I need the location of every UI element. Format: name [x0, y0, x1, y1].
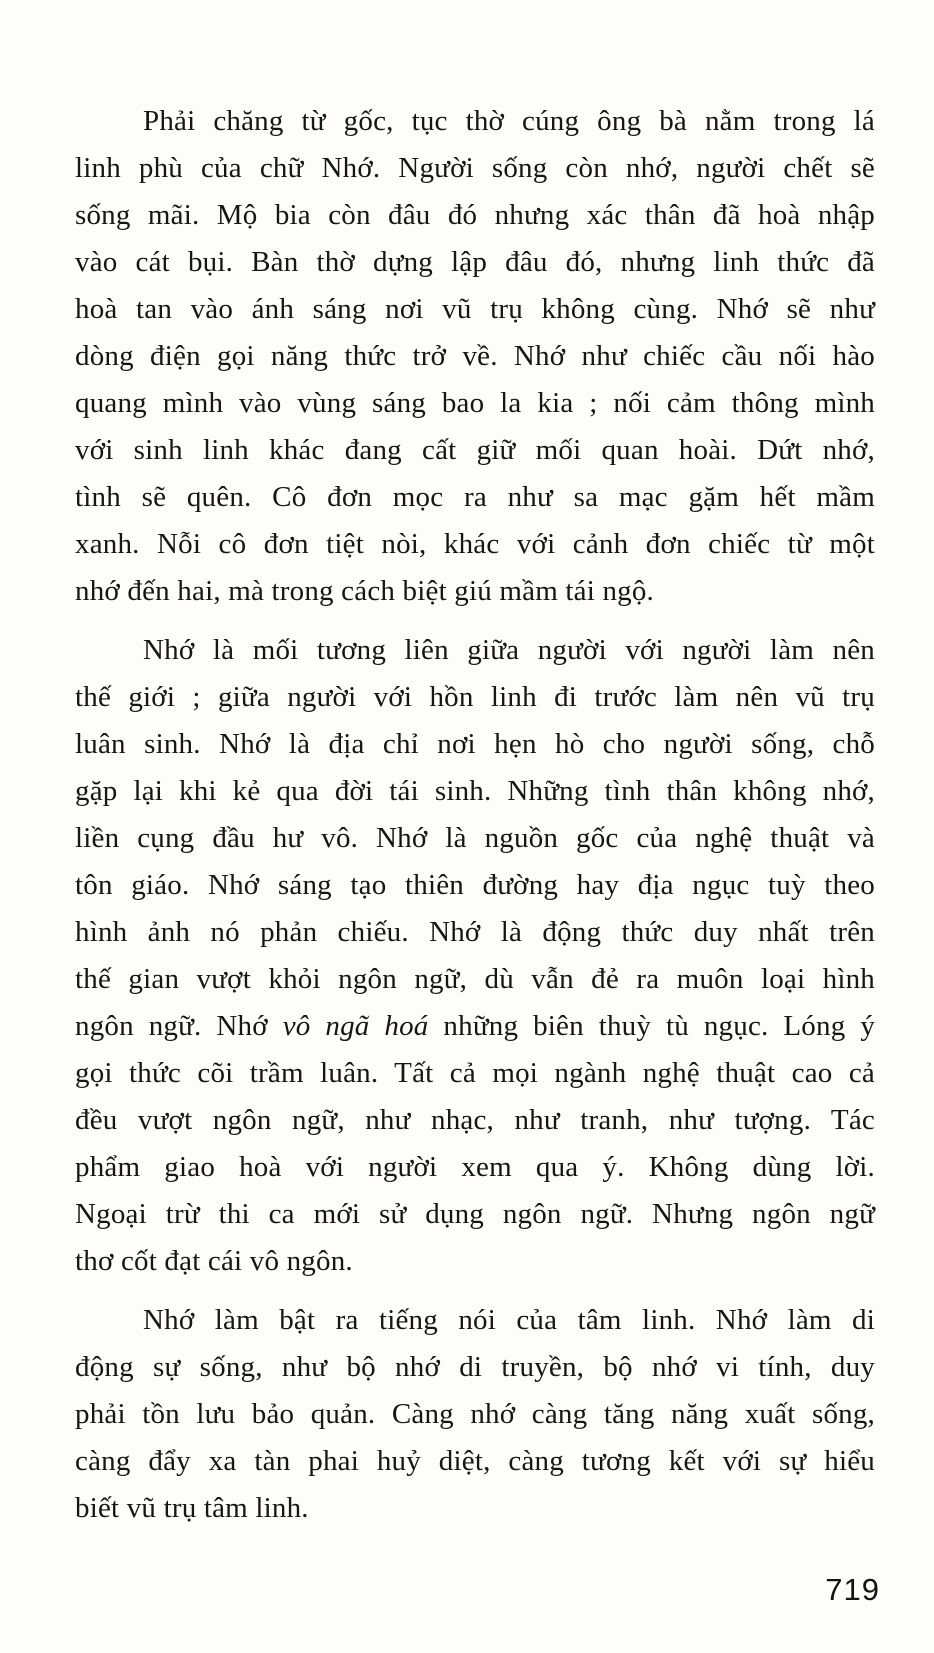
text-segment: ngôn ngữ. Nhớ — [75, 1010, 283, 1042]
text-line: càng đẩy xa tàn phai huỷ diệt, càng tương kết với sự hiểu — [75, 1445, 875, 1477]
text-line: tôn giáo. Nhớ sáng tạo thiên đường hay địa ngục tuỳ theo — [75, 869, 875, 901]
text-line: thơ cốt đạt cái vô ngôn. — [75, 1245, 353, 1277]
italic-phrase: vô ngã hoá — [282, 1010, 429, 1042]
text-line: phẩm giao hoà với người xem qua ý. Không dùng lời. — [75, 1151, 875, 1183]
paragraph-1 — [75, 98, 875, 615]
text-line: gặp lại khi kẻ qua đời tái sinh. Những tình thân không nhớ, — [75, 775, 875, 807]
text-line: đều vượt ngôn ngữ, như nhạc, như tranh, như tượng. Tác — [75, 1104, 875, 1136]
text-line: với sinh linh khác đang cất giữ mối quan hoài. Dứt nhớ, — [75, 434, 875, 466]
text-line: thế giới ; giữa người với hồn linh đi trước làm nên vũ trụ — [75, 681, 875, 713]
text-line: Nhớ làm bật ra tiếng nói của tâm linh. Nhớ làm di — [143, 1304, 875, 1336]
text-line: dòng điện gọi năng thức trở về. Nhớ như chiếc cầu nối hào — [75, 340, 875, 372]
text-line: vào cát bụi. Bàn thờ dựng lập đâu đó, nhưng linh thức đã — [75, 246, 875, 278]
text-line: Ngoại trừ thi ca mới sử dụng ngôn ngữ. Nhưng ngôn ngữ — [75, 1198, 875, 1230]
page-number: 719 — [825, 1572, 880, 1607]
text-line: hoà tan vào ánh sáng nơi vũ trụ không cùng. Nhớ sẽ như — [75, 293, 875, 325]
text-line: động sự sống, như bộ nhớ di truyền, bộ nhớ vi tính, duy — [75, 1351, 875, 1383]
text-line: nhớ đến hai, mà trong cách biệt giú mầm tái ngộ. — [75, 575, 655, 607]
text-line: Nhớ là mối tương liên giữa người với người làm nên — [143, 634, 875, 666]
paragraph-2 — [75, 627, 875, 1285]
text-line: liền cụng đầu hư vô. Nhớ là nguồn gốc của nghệ thuật và — [75, 822, 875, 854]
text-line: xanh. Nỗi cô đơn tiệt nòi, khác với cảnh đơn chiếc từ một — [75, 528, 875, 560]
text-line: phải tồn lưu bảo quản. Càng nhớ càng tăng năng xuất sống, — [75, 1398, 875, 1430]
text-line: sống mãi. Mộ bia còn đâu đó nhưng xác thân đã hoà nhập — [75, 199, 875, 231]
text-line: tình sẽ quên. Cô đơn mọc ra như sa mạc gặm hết mầm — [75, 481, 875, 513]
text-line-with-italic — [75, 1003, 875, 1050]
text-line: linh phù của chữ Nhớ. Người sống còn nhớ, người chết sẽ — [75, 152, 875, 184]
text-line: gọi thức cõi trầm luân. Tất cả mọi ngành nghệ thuật cao cả — [75, 1057, 875, 1089]
text-line: quang mình vào vùng sáng bao la kia ; nối cảm thông mình — [75, 387, 875, 419]
paragraph-3 — [75, 1297, 875, 1532]
text-line: Phải chăng từ gốc, tục thờ cúng ông bà nằm trong lá — [143, 105, 875, 137]
text-line: biết vũ trụ tâm linh. — [75, 1492, 309, 1524]
text-segment: những biên thuỳ tù ngục. Lóng ý — [428, 1010, 876, 1042]
text-line: hình ảnh nó phản chiếu. Nhớ là động thức duy nhất trên — [75, 916, 875, 948]
text-line: thế gian vượt khỏi ngôn ngữ, dù vẫn đẻ ra muôn loại hình — [75, 963, 875, 995]
text-block — [75, 98, 875, 1532]
text-line: luân sinh. Nhớ là địa chỉ nơi hẹn hò cho người sống, chỗ — [75, 728, 875, 760]
